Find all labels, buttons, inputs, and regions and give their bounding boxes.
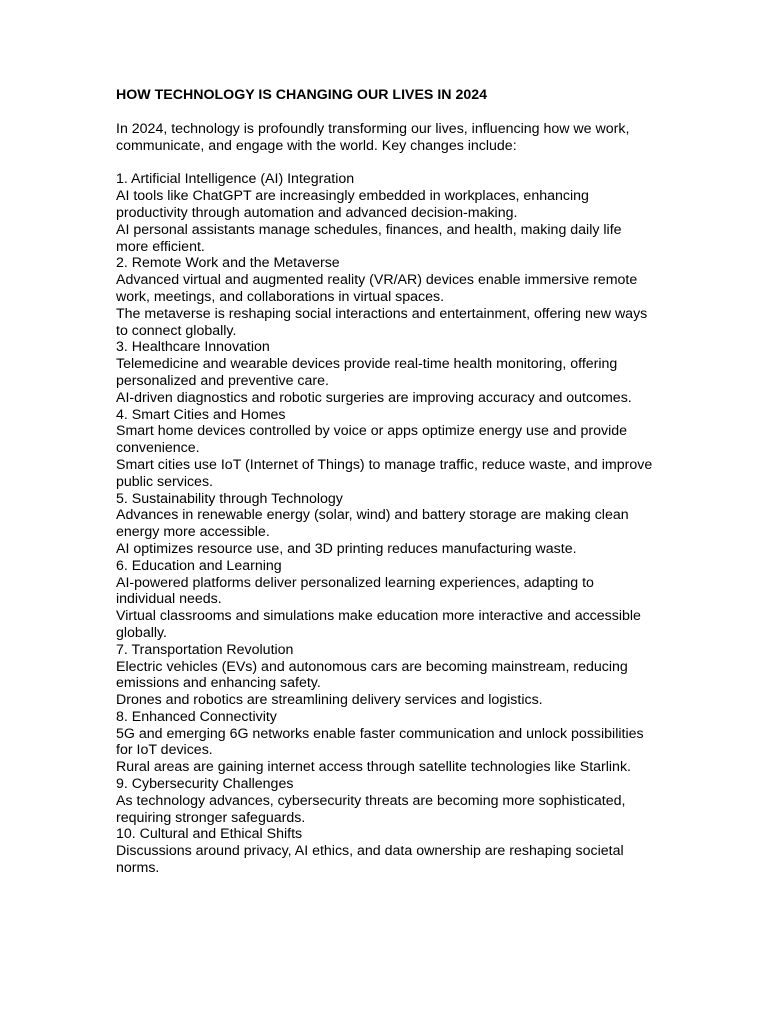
intro-paragraph: In 2024, technology is profoundly transforming our lives, influencing how we work, communicate, and engage with the world. Key changes include: (116, 120, 630, 154)
section-paragraph: As technology advances, cybersecurity threats are becoming more sophisticated, requiring stronger safeguards. (116, 792, 626, 826)
section-heading: 8. Enhanced Connectivity (116, 708, 277, 725)
section-item (116, 776, 656, 826)
section-paragraph: Advanced virtual and augmented reality (VR/AR) devices enable immersive remote work, meetings, and collaborations in virtual spaces. (116, 272, 638, 305)
section-paragraph: AI-driven diagnostics and robotic surgeries are improving accuracy and outcomes. (116, 389, 632, 406)
section-heading: 10. Cultural and Ethical Shifts (116, 826, 303, 843)
section-item (116, 171, 656, 255)
section-item (116, 826, 656, 876)
section-item (116, 558, 656, 642)
section-heading: 9. Cybersecurity Challenges (116, 776, 294, 793)
section-paragraph: AI tools like ChatGPT are increasingly embedded in workplaces, enhancing productivity through automation and advanced decision-making. (116, 188, 589, 221)
section-paragraph: Advances in renewable energy (solar, wind) and battery storage are making clean energy more accessible. (116, 507, 629, 541)
section-paragraph: Drones and robotics are streamlining delivery services and logistics. (116, 692, 543, 709)
document-body (116, 87, 656, 877)
section-item (116, 642, 656, 709)
sections-list (116, 171, 656, 876)
section-heading: 5. Sustainability through Technology (116, 490, 343, 507)
section-paragraph: AI-powered platforms deliver personalized learning experiences, adapting to individual needs. (116, 574, 594, 608)
section-paragraph: AI optimizes resource use, and 3D printing reduces manufacturing waste. (116, 540, 577, 557)
section-heading: 7. Transportation Revolution (116, 641, 294, 658)
section-paragraph: Electric vehicles (EVs) and autonomous cars are becoming mainstream, reducing emissions and enhancing safety. (116, 658, 628, 692)
section-paragraph: Smart cities use IoT (Internet of Things) to manage traffic, reduce waste, and improve public services. (116, 456, 653, 490)
section-paragraph: Virtual classrooms and simulations make education more interactive and accessible globally. (116, 608, 641, 641)
section-item (116, 407, 656, 491)
section-heading: 6. Education and Learning (116, 557, 282, 574)
document-title: HOW TECHNOLOGY IS CHANGING OUR LIVES IN 2024 (116, 87, 488, 103)
section-heading: 3. Healthcare Innovation (116, 339, 270, 356)
section-paragraph: Smart home devices controlled by voice or apps optimize energy use and provide convenience. (116, 423, 628, 457)
section-paragraph: Rural areas are gaining internet access through satellite technologies like Starlink. (116, 759, 631, 776)
section-item (116, 491, 656, 558)
section-item (116, 339, 656, 406)
section-paragraph: AI personal assistants manage schedules, finances, and health, making daily life more efficient. (116, 221, 622, 255)
section-heading: 1. Artificial Intelligence (AI) Integration (116, 171, 355, 188)
section-paragraph: Telemedicine and wearable devices provide real-time health monitoring, offering personalized and preventive care. (116, 356, 618, 389)
section-item (116, 709, 656, 776)
section-item (116, 255, 656, 339)
section-heading: 2. Remote Work and the Metaverse (116, 255, 340, 272)
section-paragraph: Discussions around privacy, AI ethics, and data ownership are reshaping societal norms. (116, 843, 624, 877)
section-paragraph: 5G and emerging 6G networks enable faster communication and unlock possibilities for IoT devices. (116, 725, 644, 759)
section-paragraph: The metaverse is reshaping social interactions and entertainment, offering new ways to connect globally. (116, 305, 648, 339)
section-heading: 4. Smart Cities and Homes (116, 406, 286, 423)
